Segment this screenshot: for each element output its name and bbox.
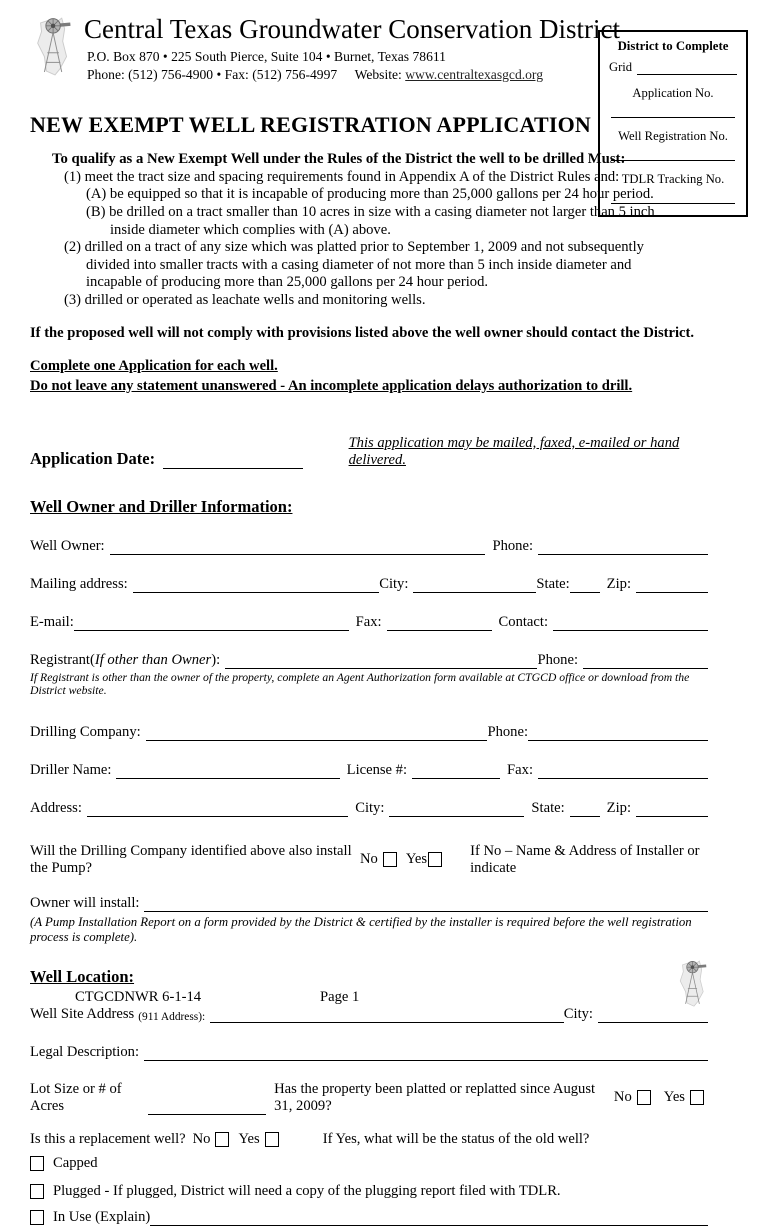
well-owner-label: Well Owner:: [30, 537, 105, 554]
pump-no-label: No: [360, 851, 378, 868]
driller-fax-input[interactable]: [538, 763, 708, 779]
owner-city-label: City:: [379, 575, 409, 592]
drilling-company-row: [30, 724, 708, 741]
platted-yes-label: Yes: [663, 1089, 685, 1106]
owner-fax-label: Fax:: [355, 613, 382, 630]
registrant-label-suffix: ):: [211, 651, 221, 668]
registrant-row: [30, 652, 708, 669]
contact-label: Contact:: [498, 613, 548, 630]
registrant-label-qualifier: If other than Owner: [94, 651, 212, 668]
district-box-title: District to Complete: [617, 39, 729, 53]
pump-no-checkbox[interactable]: [383, 852, 397, 867]
in-use-checkbox[interactable]: [30, 1210, 44, 1225]
registrant-label-prefix: Registrant(: [30, 651, 95, 668]
qualification-item-1a: (A) be equipped so that it is incapable of producing more than 25,000 gallons per 24 hour period.: [86, 186, 654, 203]
email-row: [30, 614, 708, 631]
replacement-yes-checkbox[interactable]: [265, 1132, 279, 1147]
legal-description-label: Legal Description:: [30, 1043, 140, 1060]
email-input[interactable]: [74, 615, 349, 631]
pump-question: Will the Drilling Company identified above also install the Pump?: [30, 842, 352, 876]
driller-address-label: Address:: [30, 799, 82, 816]
application-date-input[interactable]: [163, 453, 302, 469]
capped-label: Capped: [53, 1154, 98, 1171]
tdlr-tracking-no-label: TDLR Tracking No.: [621, 172, 725, 186]
replacement-question: Is this a replacement well?: [30, 1130, 186, 1147]
driller-zip-input[interactable]: [636, 801, 708, 817]
platted-no-label: No: [613, 1089, 632, 1106]
district-phone-fax: Phone: (512) 756-4900 • Fax: (512) 756-4997: [87, 66, 338, 82]
owner-state-input[interactable]: [570, 577, 600, 593]
website-label: Website:: [354, 66, 402, 82]
legal-description-row: [30, 1044, 708, 1061]
mailing-address-label: Mailing address:: [30, 575, 128, 592]
driller-zip-label: Zip:: [606, 799, 631, 816]
mailing-address-row: [30, 576, 708, 593]
instruction-one-application: Complete one Application for each well.: [30, 357, 278, 374]
platted-no-checkbox[interactable]: [637, 1090, 651, 1105]
qualification-item-1b: (B) be drilled on a tract smaller than 10 acres in size with a casing diameter not larger than 5 inch: [86, 204, 655, 221]
application-no-label: Application No.: [632, 86, 714, 100]
replacement-followup: If Yes, what will be the status of the old well?: [322, 1130, 590, 1147]
grid-row: [609, 60, 737, 75]
district-to-complete-box: [598, 30, 748, 217]
legal-description-input[interactable]: [144, 1045, 708, 1061]
owner-zip-input[interactable]: [636, 577, 708, 593]
form-title: NEW EXEMPT WELL REGISTRATION APPLICATION: [30, 111, 591, 137]
header-text: [84, 12, 620, 84]
license-input[interactable]: [412, 763, 500, 779]
lot-size-label: Lot Size or # of Acres: [30, 1080, 122, 1114]
district-name: Central Texas Groundwater Conservation District: [84, 14, 620, 44]
drilling-phone-label: Phone:: [487, 723, 528, 740]
lot-size-row: [30, 1081, 708, 1115]
in-use-explain-input[interactable]: [150, 1210, 708, 1226]
qualification-item-3: (3) drilled or operated as leachate wells and monitoring wells.: [64, 292, 426, 309]
delivery-note: This application may be mailed, faxed, e-mailed or hand delivered.: [348, 434, 680, 468]
driller-address-input[interactable]: [87, 801, 348, 817]
owner-state-label: State:: [536, 575, 570, 592]
application-date-label: Application Date:: [30, 448, 156, 468]
replacement-no-checkbox[interactable]: [215, 1132, 229, 1147]
pump-install-question-row: [30, 843, 708, 877]
owner-will-install-label: Owner will install:: [30, 894, 140, 911]
platted-question: Has the property been platted or replatted since August 31, 2009?: [274, 1080, 596, 1114]
qualification-item-1: (1) meet the tract size and spacing requirements found in Appendix A of the District Rules and:: [64, 168, 620, 185]
well-location-heading: Well Location:: [30, 966, 135, 986]
driller-address-row: [30, 800, 708, 817]
platted-yes-checkbox[interactable]: [690, 1090, 704, 1105]
well-site-address-row: [30, 1006, 708, 1023]
old-well-plugged-row: [30, 1183, 708, 1200]
grid-input[interactable]: [637, 61, 737, 75]
pump-yes-label: Yes: [405, 851, 428, 868]
well-site-address-label: Well Site Address: [30, 1005, 135, 1022]
well-site-address-input[interactable]: [210, 1007, 564, 1023]
website-link[interactable]: www.centraltexasgcd.org: [405, 66, 544, 82]
qualification-intro: To qualify as a New Exempt Well under the Rules of the District the well to be drilled Must:: [52, 150, 626, 167]
registrant-note: If Registrant is other than the owner of the property, complete an Agent Authorization form available at CTGCD office or download from the District website.: [30, 670, 690, 697]
non-compliance-notice: If the proposed well will not comply with provisions listed above the well owner should contact the District.: [30, 324, 695, 341]
grid-label: Grid: [609, 60, 633, 74]
district-address: P.O. Box 870 • 225 South Pierce, Suite 104 • Burnet, Texas 78611: [87, 49, 446, 64]
capped-checkbox[interactable]: [30, 1156, 44, 1171]
well-owner-row: [30, 538, 708, 555]
windmill-logo-small-icon: [674, 958, 714, 1010]
well-owner-input[interactable]: [110, 539, 486, 555]
replacement-no-label: No: [192, 1130, 211, 1147]
driller-city-input[interactable]: [389, 801, 524, 817]
form-code: CTGCDNWR 6-1-14: [75, 989, 202, 1005]
driller-name-label: Driller Name:: [30, 761, 112, 778]
qualification-item-2: (2) drilled on a tract of any size which was platted prior to September 1, 2009 and not subsequently: [64, 239, 644, 256]
qualification-item-2-cont2: incapable of producing more than 25,000 gallons per 24 hour period.: [86, 274, 489, 291]
tdlr-tracking-no-input[interactable]: [611, 203, 735, 204]
in-use-label: In Use (Explain): [53, 1208, 151, 1225]
registrant-input[interactable]: [225, 653, 537, 669]
instruction-no-blanks: Do not leave any statement unanswered - An incomplete application delays authorization to drill.: [30, 377, 633, 394]
application-no-input[interactable]: [611, 117, 735, 118]
well-registration-no-label: Well Registration No.: [618, 129, 728, 143]
registrant-phone-input[interactable]: [583, 653, 708, 669]
plugged-label: Plugged - If plugged, District will need a copy of the plugging report filed with TDLR.: [53, 1182, 561, 1199]
qualification-item-2-cont1: divided into smaller tracts with a casing diameter of not more than 5 inch inside diameter and: [86, 256, 632, 273]
owner-will-install-row: [30, 895, 708, 912]
pump-yes-checkbox[interactable]: [428, 852, 442, 867]
district-contact-line: [87, 66, 620, 84]
lot-size-input[interactable]: [148, 1099, 266, 1115]
email-label: E-mail:: [30, 613, 74, 630]
driller-name-row: [30, 762, 708, 779]
owner-fax-input[interactable]: [387, 615, 492, 631]
owner-phone-label: Phone:: [492, 537, 533, 554]
old-well-in-use-row: [30, 1209, 708, 1226]
drilling-company-label: Drilling Company:: [30, 723, 141, 740]
pump-if-no-note: If No – Name & Address of Installer or indicate: [470, 842, 700, 876]
plugged-checkbox[interactable]: [30, 1184, 44, 1199]
replacement-well-row: [30, 1131, 708, 1148]
old-well-capped-row: [30, 1155, 708, 1172]
contact-input[interactable]: [553, 615, 708, 631]
registrant-phone-label: Phone:: [537, 651, 578, 668]
page-number: Page 1: [320, 989, 360, 1005]
replacement-yes-label: Yes: [238, 1130, 260, 1147]
owner-zip-label: Zip:: [606, 575, 631, 592]
owner-will-install-input[interactable]: [144, 896, 708, 912]
driller-fax-label: Fax:: [507, 761, 533, 778]
site-city-label: City:: [563, 1005, 593, 1022]
driller-city-label: City:: [355, 799, 385, 816]
owner-city-input[interactable]: [413, 577, 536, 593]
driller-state-input[interactable]: [570, 801, 600, 817]
owner-phone-input[interactable]: [538, 539, 708, 555]
drilling-phone-input[interactable]: [528, 725, 708, 741]
well-registration-no-input[interactable]: [611, 160, 735, 161]
address-911-label: (911 Address):: [138, 1010, 206, 1023]
license-label: License #:: [346, 761, 408, 778]
owner-driller-heading: Well Owner and Driller Information:: [30, 496, 293, 516]
driller-name-input[interactable]: [116, 763, 339, 779]
application-date-row: [30, 435, 708, 469]
windmill-logo-icon: [30, 14, 80, 80]
pump-install-note: (A Pump Installation Report on a form provided by the District & certified by the installer is required before the well registration process is complete).: [30, 914, 692, 944]
mailing-address-input[interactable]: [133, 577, 380, 593]
driller-state-label: State:: [531, 799, 565, 816]
drilling-company-input[interactable]: [146, 725, 488, 741]
qualification-item-1b-cont: inside diameter which complies with (A) above.: [110, 221, 391, 238]
